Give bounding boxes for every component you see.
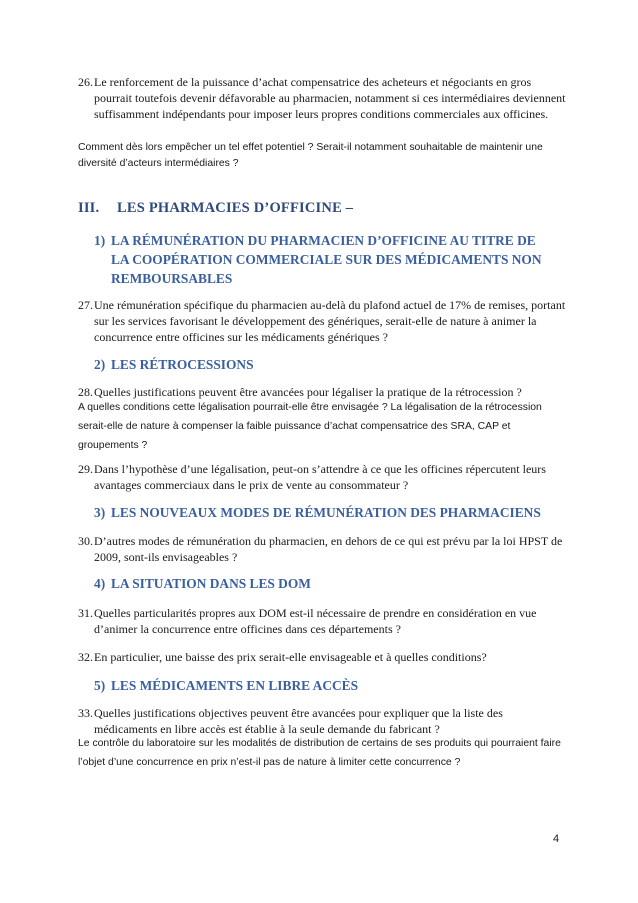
subheading-2 (94, 355, 554, 374)
question-number: 29. (78, 462, 93, 476)
question-26 (78, 74, 568, 122)
subheading-3 (94, 503, 554, 522)
question-text: Quelles justifications peuvent être avancées pour légaliser la pratique de la rétrocession ? (94, 385, 522, 399)
question-text: Quelles particularités propres aux DOM est-il nécessaire de prendre en considération en vue d’animer la concurrence entre officines dans ces départements ? (94, 606, 537, 636)
subheading-1 (94, 231, 554, 288)
note-33: Le contrôle du laboratoire sur les modalités de distribution de certains de ses produits qui pourraient faire l’objet d’une concurrence en prix n’est-il pas de nature à limiter cette concurrence ? (78, 738, 561, 768)
question-number: 28. (78, 385, 93, 399)
question-33 (78, 705, 568, 737)
question-number: 31. (78, 606, 93, 620)
subheading-text: LA SITUATION DANS LES DOM (111, 576, 311, 591)
page-number: 4 (553, 833, 560, 845)
question-31 (78, 605, 568, 637)
section-number: III. (78, 200, 100, 216)
question-27 (78, 297, 568, 345)
subheading-number: 5) (94, 678, 106, 693)
subheading-number: 2) (94, 357, 106, 372)
subheading-4 (94, 574, 554, 593)
question-29 (78, 461, 568, 493)
question-number: 27. (78, 298, 93, 312)
section-title: LES PHARMACIES D’OFFICINE – (117, 200, 354, 216)
subheading-text: LES RÉTROCESSIONS (111, 357, 254, 372)
question-text: Une rémunération spécifique du pharmacien au-delà du plafond actuel de 17% de remises, portant sur les services favorisant le développement des génériques, serait-elle de nature à animer la concurrence entre officines sur les médicaments génériques ? (94, 298, 566, 344)
question-text: Le renforcement de la puissance d’achat compensatrice des acheteurs et négociants en gros pourrait toutefois devenir défavorable au pharmacien, notamment si ces intermédiaires deviennent suffisamment indépendants pour imposer leurs propres conditions commerciales aux officines. (94, 75, 566, 121)
question-text: D’autres modes de rémunération du pharmacien, en dehors de ce qui est prévu par la loi HPST de 2009, sont-ils envisageables ? (94, 534, 563, 564)
question-number: 33. (78, 706, 93, 720)
subheading-number: 4) (94, 576, 106, 591)
question-text: Dans l’hypothèse d’une légalisation, peut-on s’attendre à ce que les officines répercutent leurs avantages commerciaux dans le prix de vente au consommateur ? (94, 462, 546, 492)
subheading-number: 1) (94, 233, 106, 248)
subheading-number: 3) (94, 505, 106, 520)
question-text: En particulier, une baisse des prix serait-elle envisageable et à quelles conditions? (94, 650, 487, 664)
question-30 (78, 533, 568, 565)
note-26: Comment dès lors empêcher un tel effet potentiel ? Serait-il notamment souhaitable de maintenir une diversité d’acteurs intermédiaires ? (78, 142, 543, 169)
subheading-text: LA RÉMUNÉRATION DU PHARMACIEN D’OFFICINE AU TITRE DE LA COOPÉRATION COMMERCIALE SUR DES MÉDICAMENTS NON REMBOURSABLES (111, 233, 542, 286)
question-32 (78, 649, 568, 665)
question-text: Quelles justifications objectives peuvent être avancées pour expliquer que la liste des médicaments en libre accès est établie à la seule demande du fabricant ? (94, 706, 503, 736)
subheading-text: LES MÉDICAMENTS EN LIBRE ACCÈS (111, 678, 359, 693)
note-28: A quelles conditions cette légalisation pourrait-elle être envisagée ? La légalisation de la rétrocession serait-elle de nature à compenser la faible puissance d’achat compensatrice des SRA, CAP et groupements ? (78, 402, 542, 451)
subheading-5 (94, 676, 554, 695)
question-number: 30. (78, 534, 93, 548)
subheading-text: LES NOUVEAUX MODES DE RÉMUNÉRATION DES PHARMACIENS (111, 505, 541, 520)
question-number: 32. (78, 650, 93, 664)
question-number: 26. (78, 75, 93, 89)
